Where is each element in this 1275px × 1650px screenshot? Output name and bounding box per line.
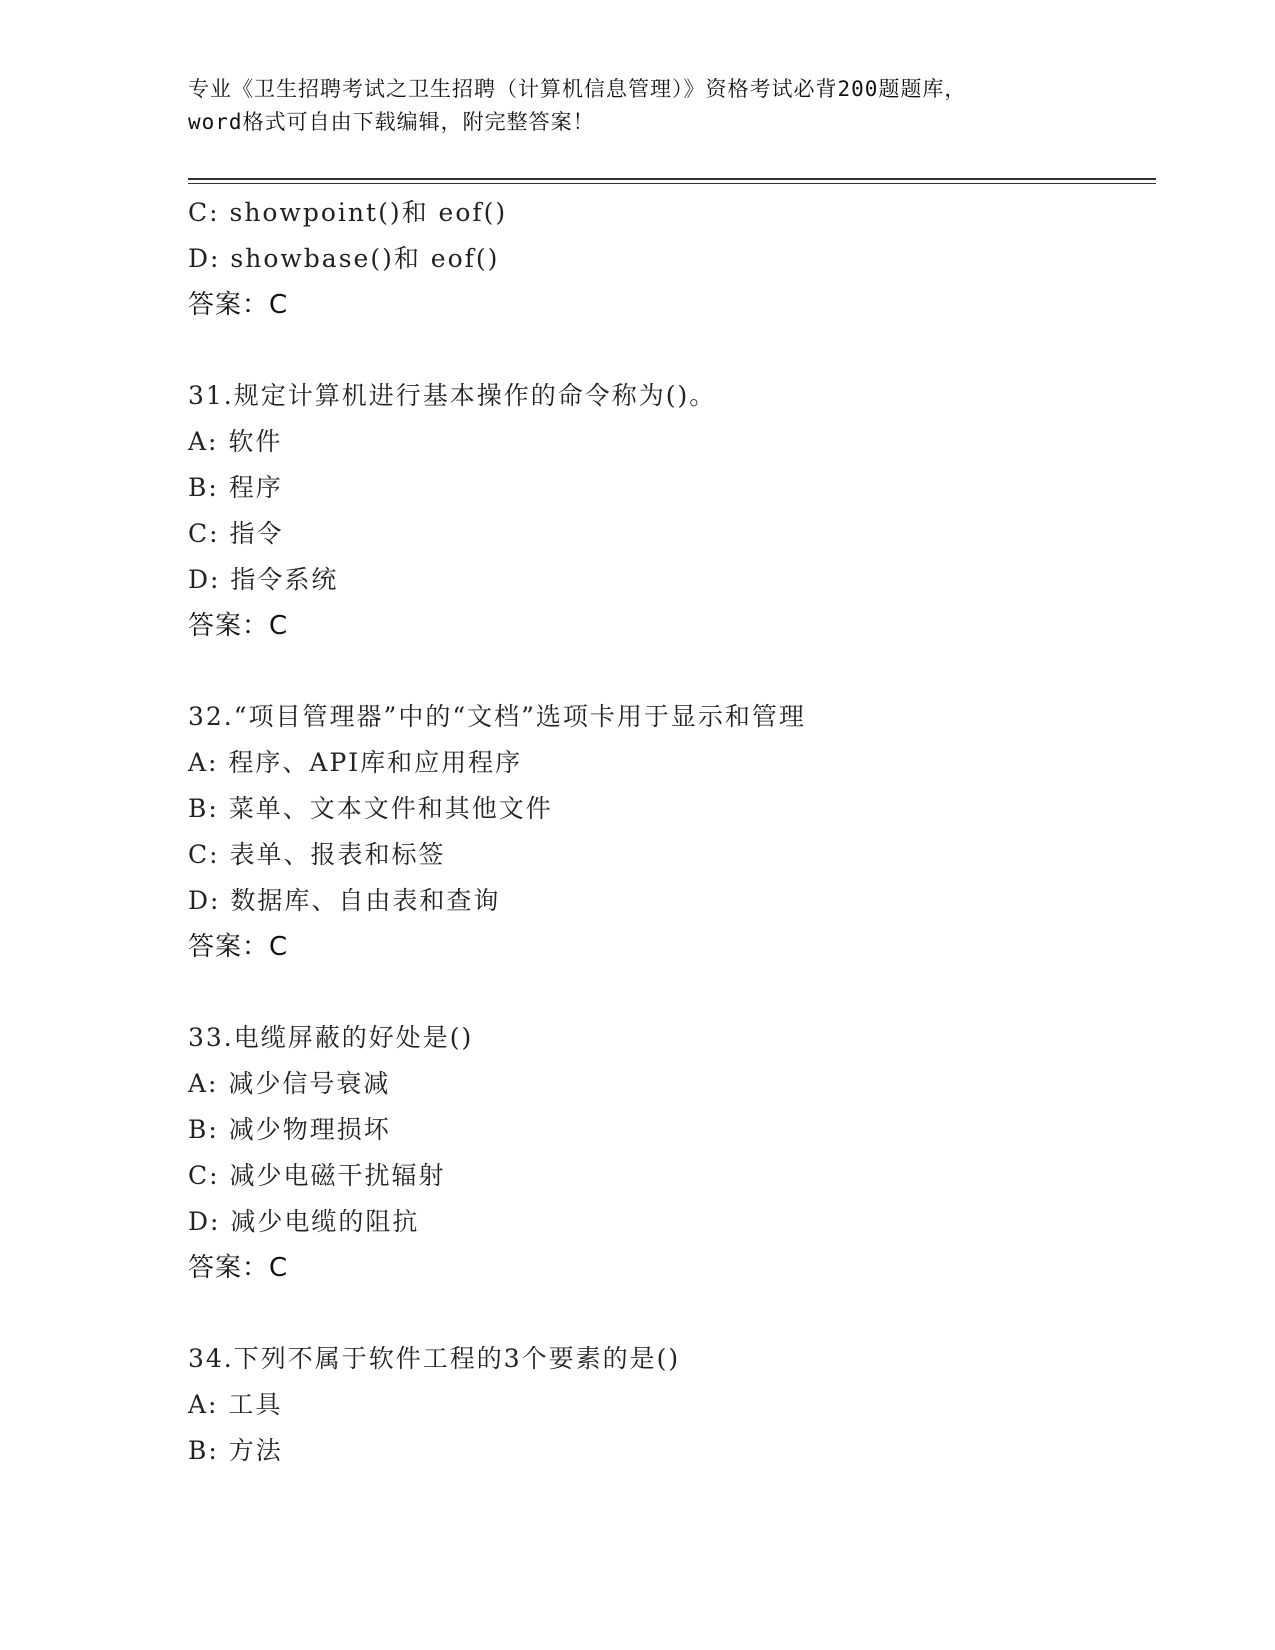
option-c: C: showpoint()和 eof()	[188, 198, 508, 227]
option-b: B: 减少物理损坏	[188, 1115, 391, 1144]
question-stem: 33.电缆屏蔽的好处是()	[188, 1023, 474, 1052]
question-33	[188, 1015, 1148, 1291]
question-32	[188, 694, 1148, 970]
option-d: D: 减少电缆的阻抗	[188, 1207, 420, 1236]
option-a: A: 程序、API库和应用程序	[188, 748, 523, 777]
question-34	[188, 1336, 1148, 1474]
answer-line: 答案：C	[188, 932, 289, 962]
spacer	[188, 649, 1148, 694]
spacer	[188, 970, 1148, 1015]
question-stem: 34.下列不属于软件工程的3个要素的是()	[188, 1344, 681, 1373]
option-d: D: 数据库、自由表和查询	[188, 886, 501, 915]
spacer	[188, 328, 1148, 373]
option-d: D: showbase()和 eof()	[188, 244, 500, 273]
question-list	[188, 190, 1148, 1474]
option-c: C: 减少电磁干扰辐射	[188, 1161, 446, 1190]
option-a: A: 软件	[188, 427, 283, 456]
header-divider-thin	[188, 183, 1156, 184]
question-31	[188, 373, 1148, 649]
answer-line: 答案：C	[188, 611, 289, 641]
question-stem: 31.规定计算机进行基本操作的命令称为()。	[188, 381, 717, 410]
option-b: B: 程序	[188, 473, 283, 502]
option-d: D: 指令系统	[188, 565, 339, 594]
question-30-continued	[188, 190, 1148, 328]
option-a: A: 减少信号衰减	[188, 1069, 391, 1098]
question-stem: 32.“项目管理器”中的“文档”选项卡用于显示和管理	[188, 702, 806, 731]
header-title-line1: 专业《卫生招聘考试之卫生招聘（计算机信息管理）》资格考试必背200题题库，	[188, 77, 967, 101]
header-divider	[188, 178, 1156, 180]
answer-line: 答案：C	[188, 1253, 289, 1283]
spacer	[188, 1291, 1148, 1336]
option-c: C: 指令	[188, 519, 284, 548]
answer-line: 答案：C	[188, 290, 289, 320]
document-header	[188, 73, 1088, 139]
option-c: C: 表单、报表和标签	[188, 840, 446, 869]
option-b: B: 菜单、文本文件和其他文件	[188, 794, 553, 823]
header-title-line2: word格式可自由下载编辑，附完整答案！	[188, 110, 595, 134]
option-a: A: 工具	[188, 1390, 283, 1419]
option-b: B: 方法	[188, 1436, 283, 1465]
